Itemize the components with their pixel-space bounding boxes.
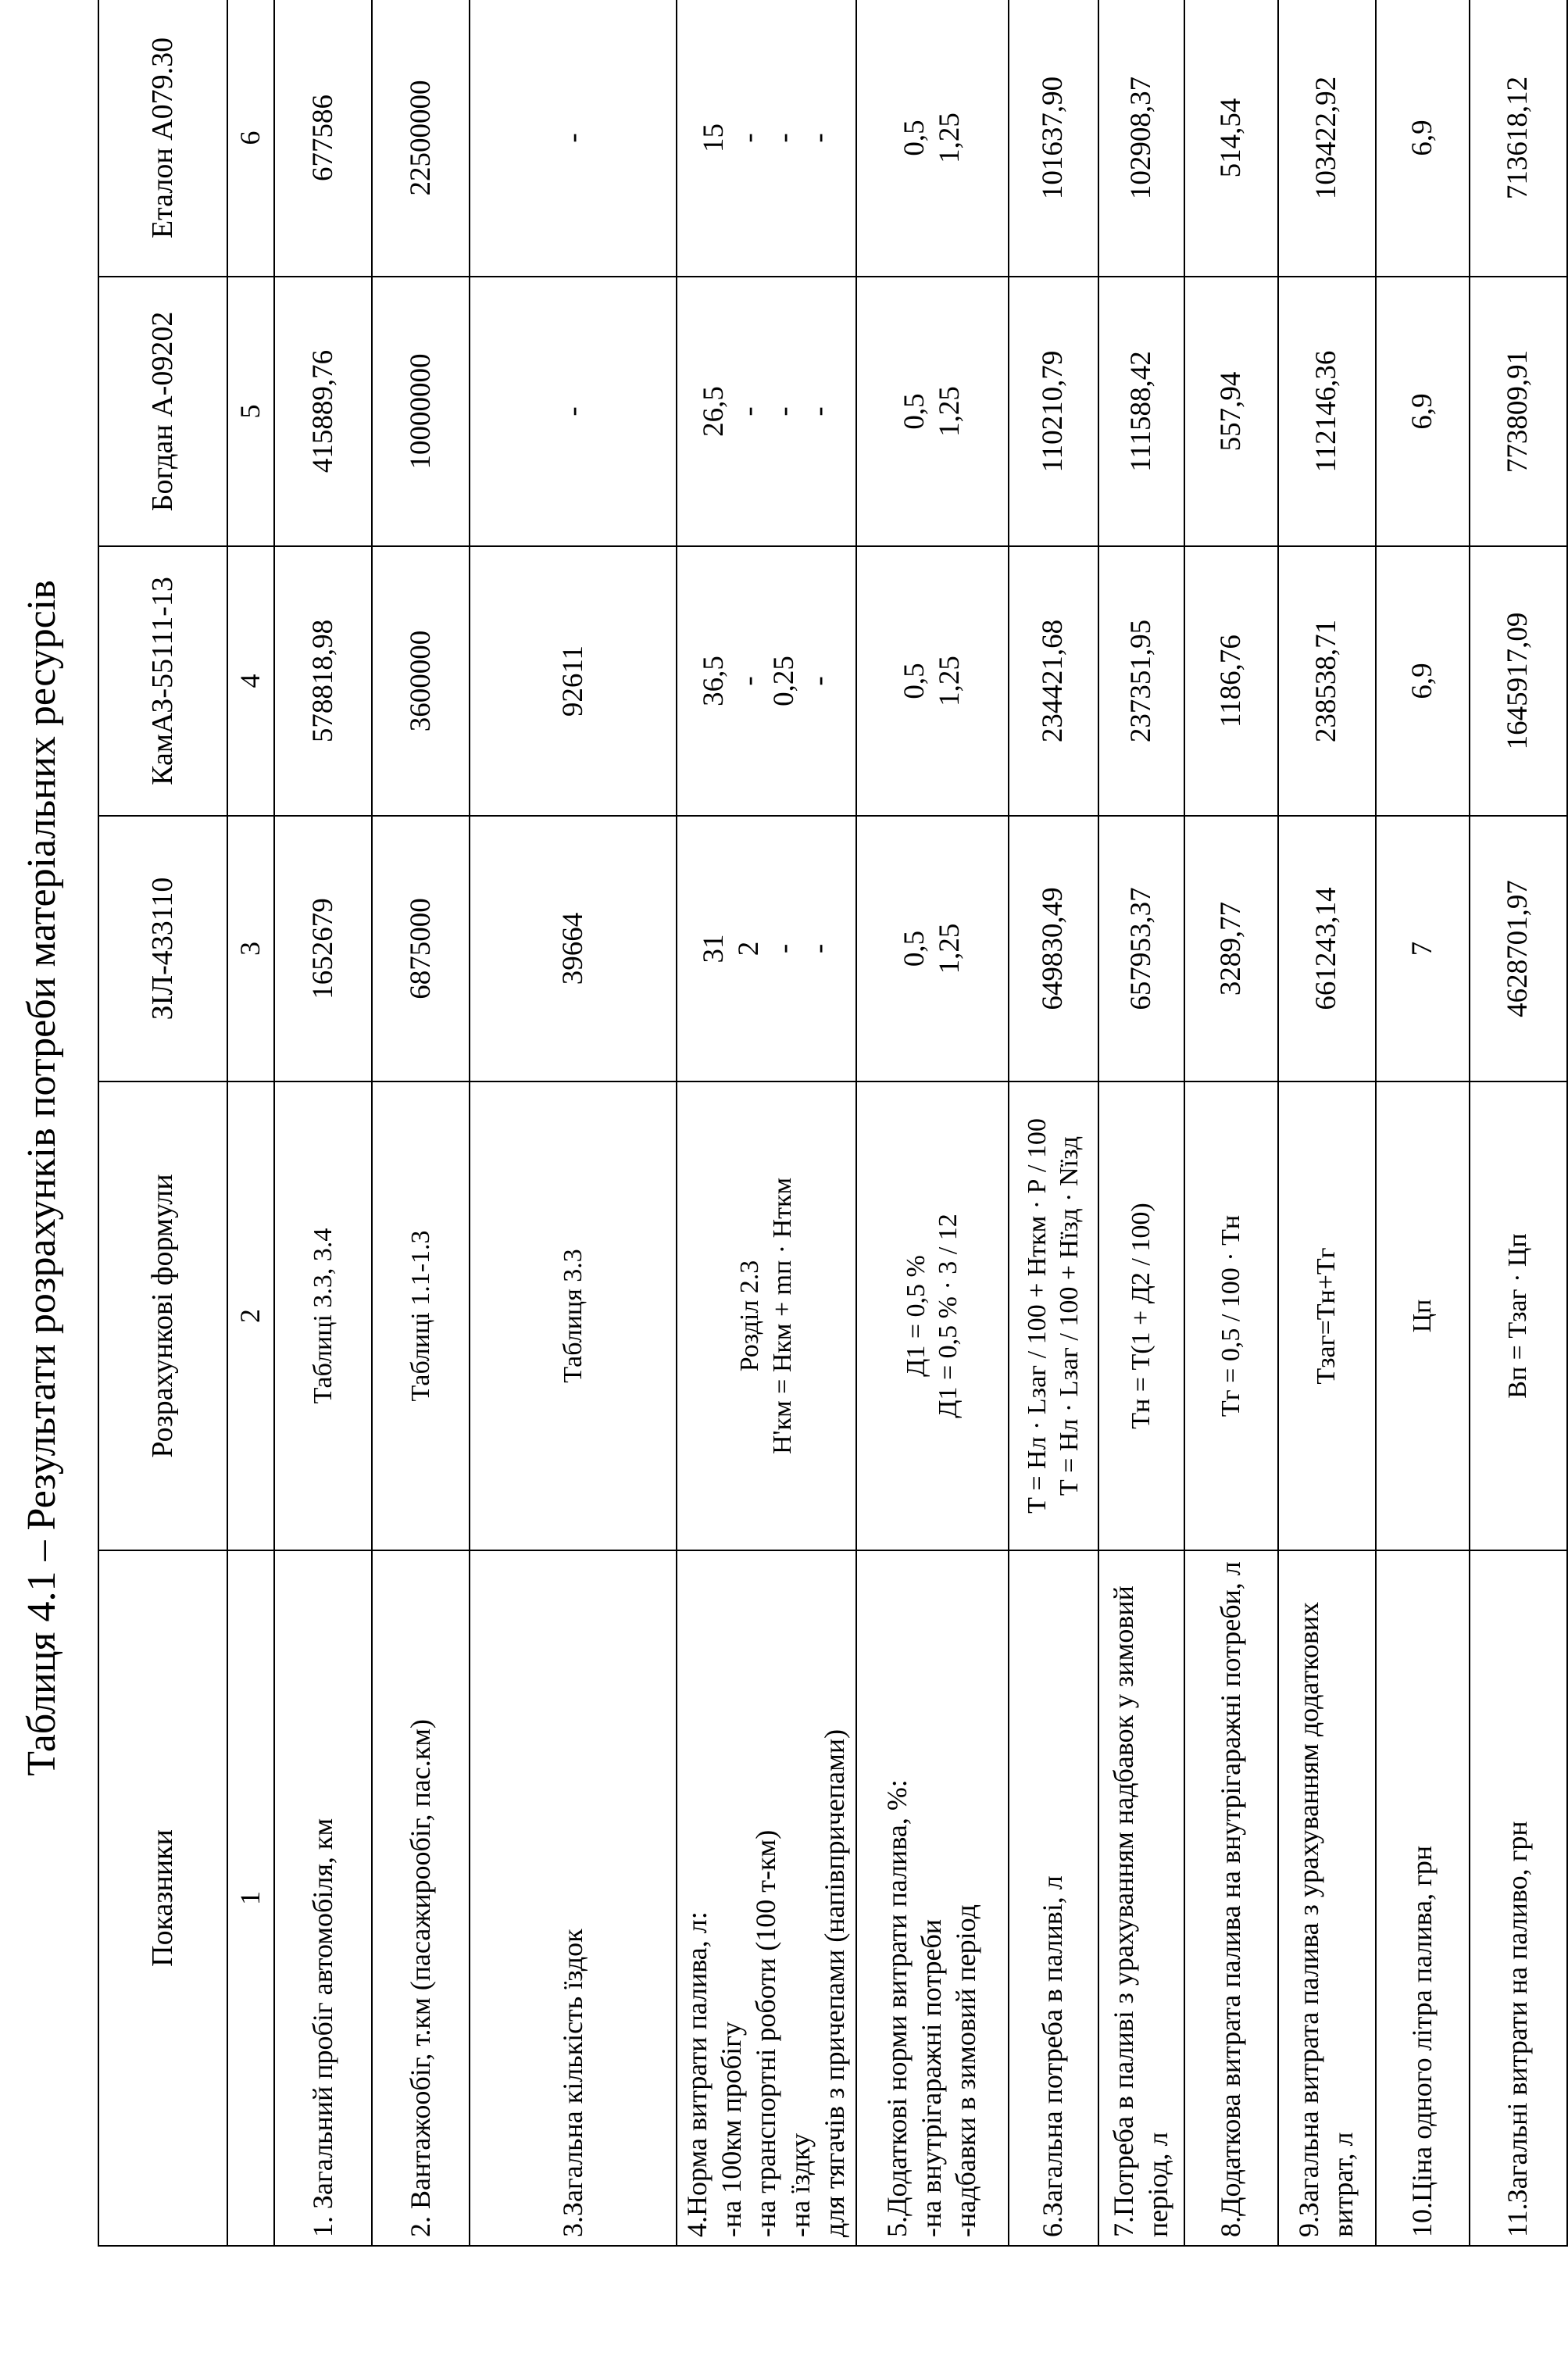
indicator-cell	[372, 1550, 470, 2246]
table-row	[677, 0, 856, 2246]
value-cell-line: 1,25	[934, 386, 966, 437]
value-cell	[1184, 546, 1278, 816]
column-number: 5	[227, 277, 274, 546]
table-row	[1184, 0, 1278, 2246]
value-cell-line: 1,25	[934, 113, 966, 163]
column-number: 4	[227, 546, 274, 816]
value-cell	[470, 546, 677, 816]
formula-cell-line: Н'км = Нкм + mп · Нткм	[767, 1177, 797, 1455]
indicator-cell	[856, 1550, 1009, 2246]
value-cell-line: 7	[1405, 941, 1438, 956]
value-cell-line: 677586	[306, 95, 339, 181]
value-cell-line: -	[732, 676, 765, 686]
formula-cell-line: Вп = Тзаг · Цп	[1503, 1233, 1533, 1399]
value-cell-line: 238538,71	[1310, 619, 1343, 743]
value-cell	[1009, 546, 1098, 816]
indicator-cell-line: -на внутрігаражні потреби	[916, 1918, 948, 2237]
value-cell-line: 1,25	[934, 656, 966, 706]
column-number: 3	[227, 816, 274, 1081]
indicator-cell-line: 5.Додаткові норми витрати палива, %:	[881, 1779, 913, 2237]
value-cell	[470, 277, 677, 546]
value-cell-line: 4628701,97	[1502, 880, 1534, 1017]
value-cell-line: 6,9	[1405, 393, 1438, 430]
value-cell	[856, 0, 1009, 277]
table-row	[372, 0, 470, 2246]
value-cell-line: -	[802, 133, 835, 143]
value-cell-line: 1652679	[306, 898, 339, 999]
value-cell-line: 0,5	[898, 663, 930, 699]
value-cell-line: 0,5	[898, 120, 930, 156]
formula-cell	[274, 1081, 372, 1550]
table-row	[1470, 0, 1567, 2246]
indicator-cell	[470, 1550, 677, 2246]
value-cell	[1098, 277, 1184, 546]
column-number: 6	[227, 0, 274, 277]
value-cell-line: 102908,37	[1124, 76, 1157, 200]
value-cell-line: 6,9	[1405, 120, 1438, 156]
column-header: Показники	[98, 1550, 227, 2246]
indicator-cell-line: 4.Норма витрати палива, л:	[681, 1911, 713, 2237]
formula-cell-line: Тг = 0,5 / 100 · Тн	[1216, 1214, 1245, 1418]
column-header: Еталон А079.30	[98, 0, 227, 277]
indicator-cell	[677, 1550, 856, 2246]
indicator-cell	[274, 1550, 372, 2246]
indicator-cell	[1098, 1550, 1184, 2246]
column-number-row	[227, 0, 274, 2246]
formula-cell	[372, 1081, 470, 1550]
value-cell	[1278, 816, 1376, 1081]
value-cell	[1009, 0, 1098, 277]
indicator-cell-line: -на їздку	[784, 2133, 816, 2237]
value-cell	[372, 546, 470, 816]
value-cell-line: -	[732, 133, 765, 143]
value-cell	[677, 546, 856, 816]
value-cell-line: 26,5	[697, 386, 730, 437]
value-cell	[1376, 0, 1470, 277]
value-cell-line: 101637,90	[1037, 76, 1070, 200]
value-cell-line: 0,25	[767, 656, 800, 706]
value-cell	[274, 546, 372, 816]
indicator-cell	[1470, 1550, 1567, 2246]
formula-cell	[677, 1081, 856, 1550]
value-cell	[677, 816, 856, 1081]
value-cell	[1278, 0, 1376, 277]
value-cell	[1376, 546, 1470, 816]
header-row	[98, 0, 227, 2246]
table-caption	[0, 0, 63, 2356]
table-row	[274, 0, 372, 2246]
rotated-page	[98, 0, 1534, 2247]
value-cell-line: 111588,42	[1124, 351, 1157, 472]
value-cell-line: 2	[732, 941, 765, 956]
formula-cell	[1098, 1081, 1184, 1550]
value-cell	[372, 816, 470, 1081]
value-cell	[677, 277, 856, 546]
value-cell-line: 6875000	[404, 898, 437, 999]
value-cell-line: 1,25	[934, 923, 966, 974]
formula-cell	[1470, 1081, 1567, 1550]
value-cell-line: 31	[697, 934, 730, 963]
table-title: Таблиця 4.1 – Результати розрахунків потреби матеріальних ресурсів	[20, 580, 64, 1776]
value-cell-line: 713618,12	[1502, 76, 1534, 200]
value-cell-line: 514,54	[1214, 98, 1247, 178]
value-cell-line: -	[802, 406, 835, 417]
indicator-cell-line: 11.Загальні витрати на паливо, грн	[1502, 1821, 1534, 2237]
value-cell	[1009, 277, 1098, 546]
formula-cell-line: Цп	[1407, 1299, 1437, 1333]
value-cell-line: -	[732, 406, 765, 417]
formula-cell	[470, 1081, 677, 1550]
value-cell-line: 234421,68	[1037, 619, 1070, 743]
indicator-cell-line: для тягачів з причепами (напівпричепами)	[818, 1729, 850, 2237]
indicator-cell	[1278, 1550, 1376, 2246]
indicator-cell-line: 3.Загальна кількість їздок	[556, 1929, 588, 2237]
formula-cell-line: Таблиці 3.3, 3.4	[308, 1228, 338, 1404]
value-cell	[274, 277, 372, 546]
formula-cell	[1009, 1081, 1098, 1550]
value-cell	[274, 0, 372, 277]
value-cell-line: 6,9	[1405, 663, 1438, 699]
indicator-cell-line: -надбавки в зимовий період	[949, 1904, 981, 2237]
value-cell	[1278, 546, 1376, 816]
indicator-cell-line: 8.Додаткова витрата палива на внутрігаражні потреби, л	[1214, 1561, 1246, 2237]
formula-cell-line: Таблиці 1.1-1.3	[405, 1230, 435, 1402]
value-cell-line: 557,94	[1214, 371, 1247, 452]
value-cell-line: 3600000	[404, 630, 437, 732]
formula-cell-line: Т = Нл · Lзаг / 100 + Нїзд · Nїзд	[1055, 1135, 1084, 1496]
table-row	[856, 0, 1009, 2246]
value-cell-line: -	[767, 943, 800, 954]
value-cell	[1470, 0, 1567, 277]
column-number: 2	[227, 1081, 274, 1550]
value-cell-line: 36,5	[697, 656, 730, 706]
value-cell	[1376, 277, 1470, 546]
indicator-cell	[1376, 1550, 1470, 2246]
value-cell	[1184, 816, 1278, 1081]
indicator-cell-line: 9.Загальна витрата палива з урахуванням додаткових витрат, л	[1293, 1601, 1359, 2237]
value-cell	[1470, 546, 1567, 816]
value-cell-line: -	[802, 676, 835, 686]
results-table	[98, 0, 1568, 2247]
value-cell-line: 773809,91	[1502, 349, 1534, 474]
value-cell-line: 1186,76	[1214, 635, 1247, 728]
value-cell	[470, 0, 677, 277]
formula-cell-line: Т = Нл · Lзаг / 100 + Нткм · Р / 100	[1022, 1118, 1052, 1514]
formula-cell	[1376, 1081, 1470, 1550]
value-cell-line: -	[802, 943, 835, 954]
column-header: КамАЗ-55111-13	[98, 546, 227, 816]
value-cell-line: -	[767, 406, 800, 417]
value-cell	[1184, 0, 1278, 277]
value-cell-line: 661243,14	[1310, 887, 1343, 1010]
formula-cell-line: Розділ 2.3	[735, 1260, 765, 1372]
value-cell	[372, 0, 470, 277]
indicator-cell	[1009, 1550, 1098, 2246]
value-cell	[1184, 277, 1278, 546]
indicator-cell-line: 1. Загальний пробіг автомобіля, км	[306, 1818, 338, 2237]
value-cell-line: 110210,79	[1037, 350, 1070, 473]
value-cell	[470, 816, 677, 1081]
value-cell-line: -	[767, 133, 800, 143]
value-cell	[1098, 816, 1184, 1081]
formula-cell-line: Д1 = 0,5 % · 3 / 12	[934, 1214, 963, 1418]
value-cell-line: 112146,36	[1310, 350, 1343, 473]
formula-cell	[1278, 1081, 1376, 1550]
value-cell	[1470, 816, 1567, 1081]
value-cell-line: 0,5	[898, 393, 930, 430]
formula-cell	[856, 1081, 1009, 1550]
value-cell-line: 3289,77	[1214, 901, 1247, 996]
value-cell-line: 22500000	[404, 80, 437, 196]
indicator-cell-line: 6.Загальна потреба в паливі, л	[1037, 1875, 1069, 2237]
value-cell-line: 657953,37	[1124, 887, 1157, 1010]
value-cell-line: 92611	[556, 645, 589, 717]
value-cell-line: 39664	[556, 912, 589, 985]
value-cell-line: 237351,95	[1124, 619, 1157, 743]
table-row	[470, 0, 677, 2246]
value-cell-line: 415889,76	[306, 349, 339, 474]
formula-cell-line: Таблиця 3.3	[558, 1249, 588, 1383]
indicator-cell-line: 2. Вантажообіг, т.км (пасажирообіг, пас.км)	[404, 1719, 436, 2237]
value-cell	[1376, 816, 1470, 1081]
formula-cell-line: Д1 = 0,5 %	[901, 1255, 930, 1377]
indicator-cell-line: 10.Ціна одного літра палива, грн	[1405, 1845, 1438, 2237]
indicator-cell-line: -на транспортні роботи (100 т-км)	[749, 1829, 781, 2237]
value-cell	[1098, 546, 1184, 816]
value-cell	[856, 546, 1009, 816]
value-cell-line: 0,5	[898, 930, 930, 967]
value-cell-line: 649830,49	[1037, 887, 1070, 1010]
value-cell-line: 103422,92	[1310, 76, 1343, 200]
value-cell-line: 15	[697, 123, 730, 152]
value-cell-line: 578818,98	[306, 619, 339, 743]
value-cell	[1009, 816, 1098, 1081]
value-cell	[856, 816, 1009, 1081]
table-row	[1376, 0, 1470, 2246]
table-row	[1098, 0, 1184, 2246]
value-cell-line: 10000000	[404, 353, 437, 470]
column-header: ЗІЛ-433110	[98, 816, 227, 1081]
formula-cell-line: Тзаг=Тн+Тг	[1312, 1247, 1341, 1385]
indicator-cell-line: 7.Потреба в паливі з урахуванням надбавок у зимовий період, л	[1107, 1586, 1173, 2237]
table-row	[1278, 0, 1376, 2246]
column-number: 1	[227, 1550, 274, 2246]
value-cell-line: -	[556, 133, 589, 143]
value-cell-line: 1645917,09	[1502, 612, 1534, 750]
value-cell	[1098, 0, 1184, 277]
formula-cell-line: Тн = Т(1 + Д2 / 100)	[1126, 1203, 1155, 1429]
formula-cell	[1184, 1081, 1278, 1550]
value-cell	[274, 816, 372, 1081]
indicator-cell	[1184, 1550, 1278, 2246]
value-cell	[1470, 277, 1567, 546]
indicator-cell-line: -на 100км пробігу	[715, 2022, 747, 2237]
column-header: Розрахункові формули	[98, 1081, 227, 1550]
value-cell	[1278, 277, 1376, 546]
value-cell	[856, 277, 1009, 546]
value-cell	[372, 277, 470, 546]
value-cell	[677, 0, 856, 277]
value-cell-line: -	[556, 406, 589, 417]
table-row	[1009, 0, 1098, 2246]
column-header: Богдан А-09202	[98, 277, 227, 546]
